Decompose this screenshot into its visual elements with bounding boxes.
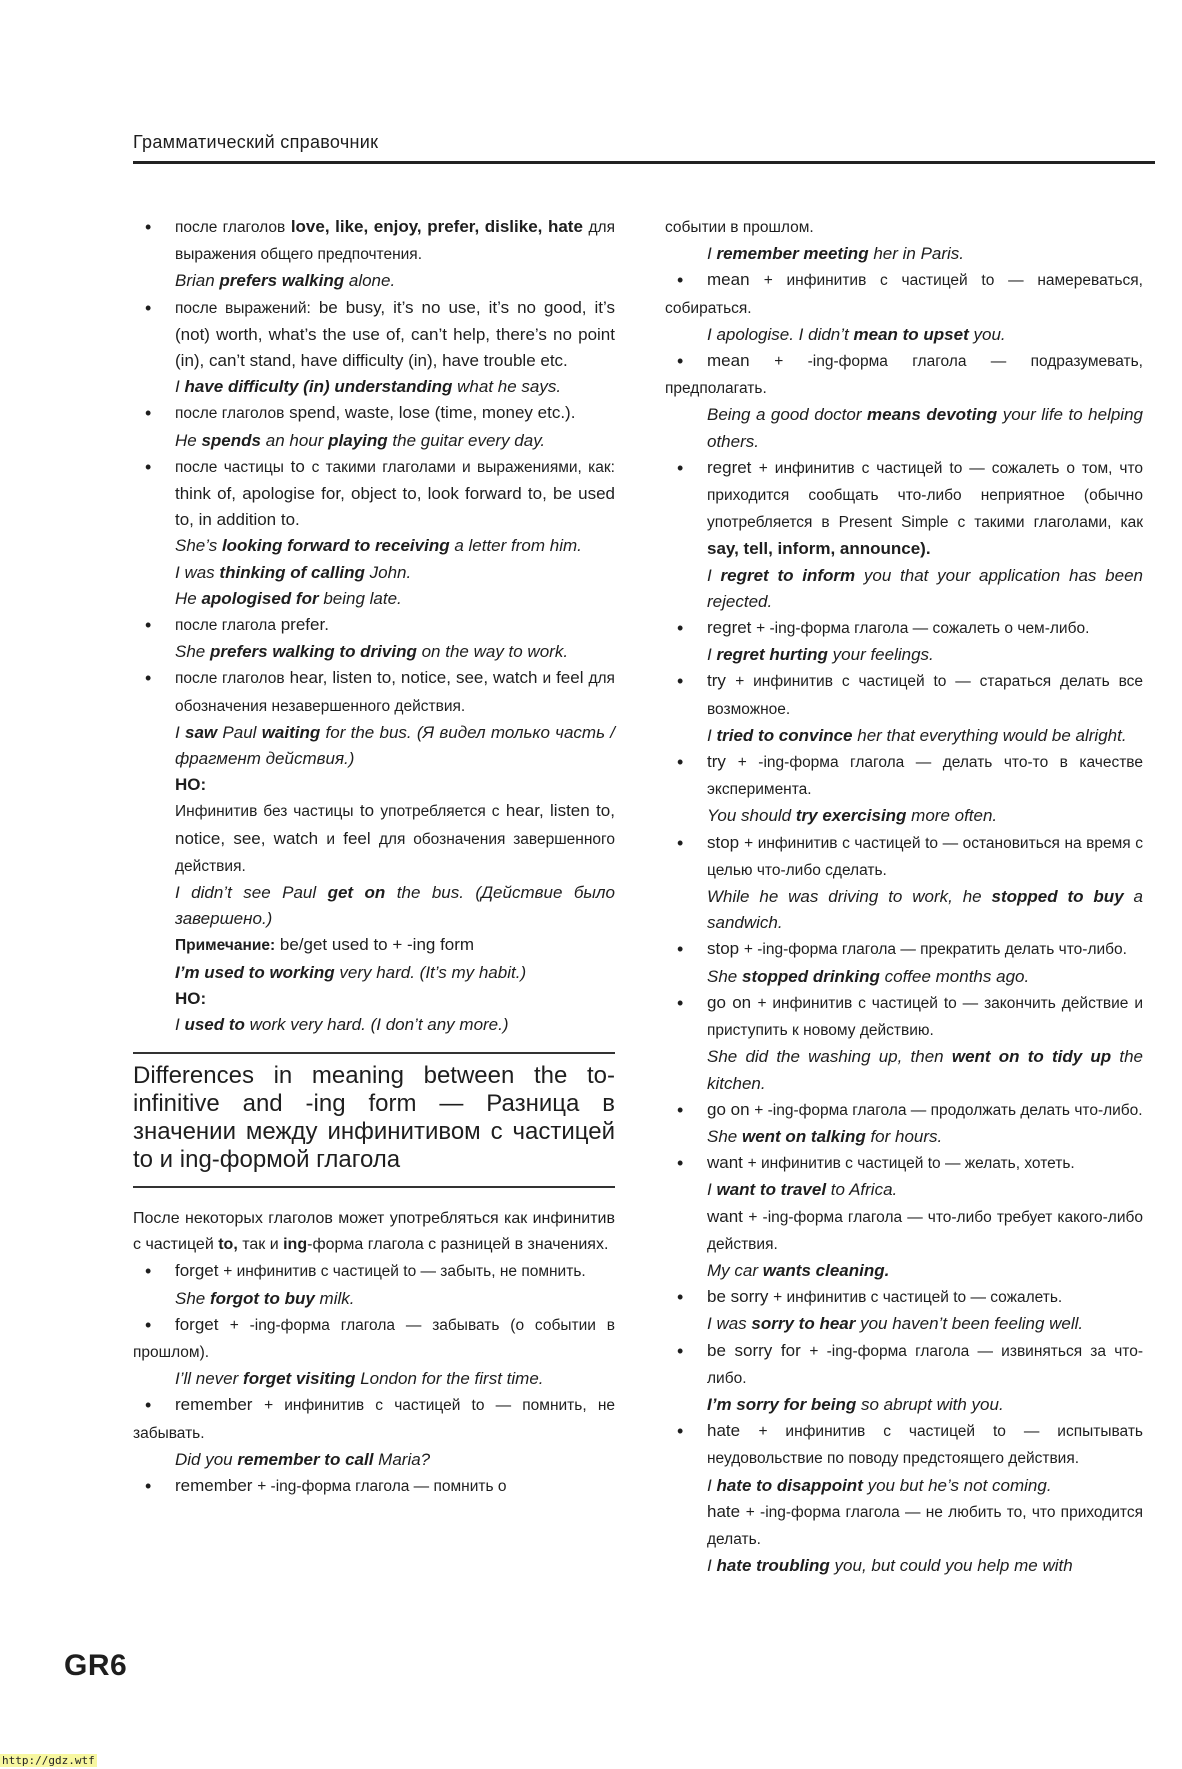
continued-text: событии в прошлом.: [665, 219, 814, 236]
list-item: • после глаголов spend, waste, lose (time, money etc.).: [133, 400, 615, 427]
list-item: • be sorry + инфинитив с частицей to — сожалеть.: [665, 1284, 1143, 1311]
example: I regret to inform you that your application has been rejected.: [707, 565, 1143, 611]
section-rule-bottom: [133, 1186, 615, 1188]
example: I was thinking of calling John.: [175, 562, 412, 582]
example: I tried to convince her that everything would be alright.: [707, 725, 1127, 745]
example: She forgot to buy milk.: [175, 1288, 355, 1308]
example: I regret hurting your feelings.: [707, 645, 934, 665]
example: I want to travel to Africa.: [707, 1180, 898, 1200]
watermark-link[interactable]: http://gdz.wtf: [2, 1754, 95, 1767]
list-item: • go on + инфинитив с частицей to — закончить действие и приступить к новому действию.: [665, 990, 1143, 1044]
example: I remember meeting her in Paris.: [707, 244, 965, 264]
example: He apologised for being late.: [175, 588, 402, 608]
list-item: • stop + инфинитив с частицей to — остановиться на время с целью что-либо сделать.: [665, 830, 1143, 884]
list-item: • stop + -ing-форма глагола — прекратить делать что-либо.: [665, 936, 1143, 963]
example: I hate to disappoint you but he’s not coming.: [707, 1475, 1052, 1495]
example: I hate troubling you, but could you help me with: [707, 1556, 1073, 1576]
example: You should try exercising more often.: [707, 806, 998, 826]
list-item: • remember + инфинитив с частицей to — помнить, не забывать.: [133, 1392, 615, 1446]
example: She’s looking forward to receiving a letter from him.: [175, 536, 582, 556]
list-item: • mean + -ing-форма глагола — подразумевать, предполагать.: [665, 348, 1143, 402]
left-column: [133, 214, 615, 1500]
rule-text: Инфинитив без частицы to употребляется с hear, listen to, notice, see, watch и feel для обозначения завершенного действия.: [175, 801, 615, 875]
list-item: • forget + -ing-форма глагола — забывать (о событии в прошлом).: [133, 1312, 615, 1366]
note-label: НО:: [175, 775, 207, 795]
example: I apologise. I didn’t mean to upset you.: [707, 324, 1006, 344]
example: I’m used to working very hard. (It’s my habit.): [175, 962, 527, 982]
example: I used to work very hard. (I don’t any more.): [175, 1015, 509, 1035]
example: Did you remember to call Maria?: [175, 1449, 431, 1469]
list-item: • regret + -ing-форма глагола — сожалеть о чем-либо.: [665, 615, 1143, 642]
list-item: • после глаголов hear, listen to, notice, see, watch и feel для обозначения незавершенного действия.: [133, 665, 615, 719]
list-item: • после глаголов love, like, enjoy, prefer, dislike, hate для выражения общего предпочтения.: [133, 214, 615, 268]
list-item: • try + инфинитив с частицей to — стараться делать все возможное.: [665, 668, 1143, 722]
example: She went on talking for hours.: [707, 1126, 943, 1146]
list-item: • be sorry for + -ing-форма глагола — извиняться за что-либо.: [665, 1338, 1143, 1392]
list-item: • want + инфинитив с частицей to — желать, хотеть.: [665, 1150, 1143, 1177]
example: My car wants cleaning.: [707, 1260, 890, 1280]
example: I was sorry to hear you haven’t been feeling well.: [707, 1314, 1084, 1334]
list-item: • try + -ing-форма глагола — делать что-то в качестве эксперимента.: [665, 749, 1143, 803]
example: I’ll never forget visiting London for the first time.: [175, 1369, 544, 1389]
example: Brian prefers walking alone.: [175, 271, 396, 291]
note: Примечание: be/get used to + -ing form: [175, 935, 475, 955]
list-item: • mean + инфинитив с частицей to — намереваться, собираться.: [665, 267, 1143, 321]
example: He spends an hour playing the guitar every day.: [175, 430, 546, 450]
list-item: • forget + инфинитив с частицей to — забыть, не помнить.: [133, 1258, 615, 1285]
list-item: • после глагола prefer.: [133, 612, 615, 639]
rule-text: hate + -ing-форма глагола — не любить то, что приходится делать.: [707, 1501, 1143, 1548]
list-item: • regret + инфинитив с частицей to — сожалеть о том, что приходится сообщать что-либо неприятное (обычно употребляется в Present Simple с такими глаголами, как say, tell, inform, announce).: [665, 455, 1143, 563]
list-item: • после выражений: be busy, it’s no use, it’s no good, it’s (not) worth, what’s the use of, can’t help, there’s no point (in), can’t stand, have difficulty (in), have trouble etc.: [133, 295, 615, 375]
section-rule-top: [133, 1052, 615, 1054]
example: She prefers walking to driving on the way to work.: [175, 642, 569, 662]
page-number: GR6: [64, 1649, 128, 1682]
example: She did the washing up, then went on to tidy up the kitchen.: [707, 1047, 1143, 1093]
list-item: • go on + -ing-форма глагола — продолжать делать что-либо.: [665, 1097, 1143, 1124]
list-item: • hate + инфинитив с частицей to — испытывать неудовольствие по поводу предстоящего действия.: [665, 1418, 1143, 1472]
example: While he was driving to work, he stopped to buy a sandwich.: [707, 887, 1143, 933]
example: Being a good doctor means devoting your life to helping others.: [707, 405, 1143, 451]
example: I’m sorry for being so abrupt with you.: [707, 1394, 1004, 1414]
example: I have difficulty (in) understanding what he says.: [175, 377, 562, 397]
list-item: • после частицы to с такими глаголами и выражениями, как: think of, apologise for, object to, look forward to, be used to, in addition to.: [133, 454, 615, 534]
header-rule: [133, 161, 1155, 164]
right-column: [665, 214, 1143, 1579]
section-title: Differences in meaning between the to-infinitive and -ing form — Разница в значении между инфинитивом с частицей to и ing-формой глагола: [133, 1062, 615, 1174]
example: She stopped drinking coffee months ago.: [707, 966, 1030, 986]
example: I didn’t see Paul get on the bus. (Действие было завершено.): [175, 883, 615, 929]
page-header-title: Грамматический справочник: [133, 132, 379, 152]
note-label: НО:: [175, 988, 207, 1008]
rule-text: want + -ing-форма глагола — что-либо требует какого-либо действия.: [707, 1206, 1143, 1253]
section-intro: После некоторых глаголов может употребляться как инфинитив с частицей to, так и ing-форма глагола с разницей в значениях.: [133, 1210, 615, 1254]
example: I saw Paul waiting for the bus. (Я видел только часть / фрагмент действия.): [175, 722, 615, 769]
list-item: • remember + -ing-форма глагола — помнить о: [133, 1473, 615, 1500]
